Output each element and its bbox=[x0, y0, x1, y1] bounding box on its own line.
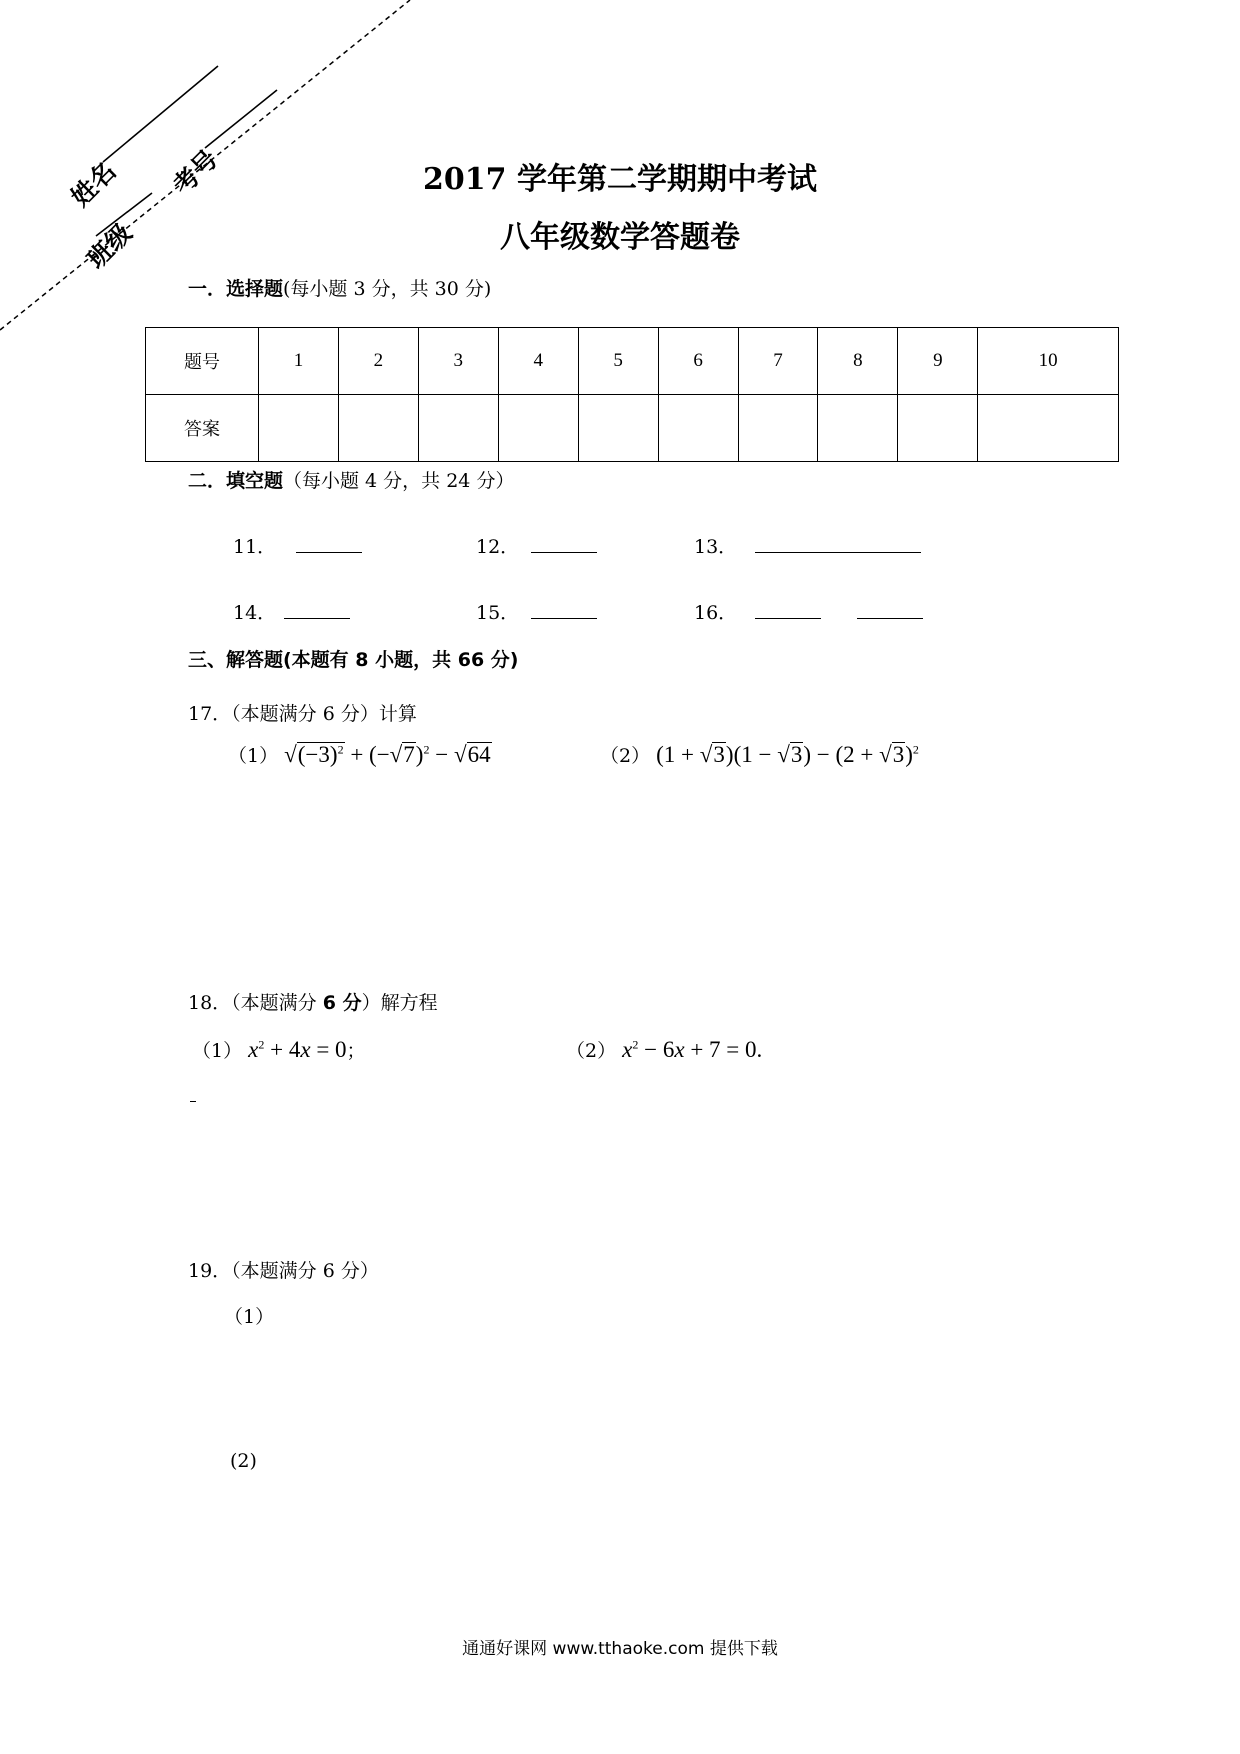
table-cell: 2 bbox=[338, 328, 418, 395]
exam-title: 2017 学年第二学期期中考试 bbox=[423, 162, 817, 197]
table-cell: 6 bbox=[658, 328, 738, 395]
q18-part1-equation: $x^2 + 4x = 0$ bbox=[248, 1037, 347, 1062]
section2-heading bbox=[188, 466, 514, 493]
item-number: 14． bbox=[233, 602, 277, 624]
q18-part2-equation: $x^2 - 6x + 7 = 0$ bbox=[622, 1037, 757, 1062]
table-header-number: 题号 bbox=[146, 328, 259, 395]
id-label: 考号 bbox=[167, 144, 224, 201]
part-label: （1） bbox=[192, 1040, 243, 1062]
table-cell: 8 bbox=[818, 328, 898, 395]
answer-blank[interactable] bbox=[857, 598, 923, 619]
q17-part1-expression: $√(-3)^2 + (-√7)^2 - √64$ bbox=[284, 742, 491, 767]
section1-title: 一．选择题 bbox=[188, 278, 284, 300]
answer-cell[interactable] bbox=[738, 395, 818, 462]
fill-item-12 bbox=[476, 532, 597, 559]
table-cell: 1 bbox=[259, 328, 339, 395]
answer-blank[interactable] bbox=[296, 532, 362, 553]
table-row bbox=[146, 328, 1119, 395]
item-number: 16． bbox=[694, 602, 738, 624]
item-number: 15． bbox=[476, 602, 520, 624]
item-number: 11． bbox=[233, 536, 277, 558]
answer-cell[interactable] bbox=[498, 395, 578, 462]
item-number: 12． bbox=[476, 536, 520, 558]
fill-item-14 bbox=[233, 598, 350, 625]
q17-part2-expression: $(1 + √3)(1 - √3) - (2 + √3)^2$ bbox=[656, 742, 919, 767]
q18-label-points: 6 分 bbox=[322, 992, 362, 1014]
answer-cell[interactable] bbox=[818, 395, 898, 462]
footer-credit: 通通好课网 www.tthaoke.com 提供下载 bbox=[462, 1639, 778, 1659]
fill-item-16 bbox=[694, 598, 923, 625]
table-cell: 5 bbox=[578, 328, 658, 395]
fill-item-15 bbox=[476, 598, 597, 625]
answer-blank[interactable] bbox=[531, 598, 597, 619]
q18-part2 bbox=[566, 1036, 762, 1063]
q18-label-prefix: 18．（本题满分 bbox=[188, 992, 317, 1014]
table-cell: 10 bbox=[978, 328, 1119, 395]
section1-note: (每小题 3 分，共 30 分) bbox=[283, 278, 492, 300]
part-tail: ； bbox=[346, 1040, 366, 1062]
choice-answer-table bbox=[145, 327, 1119, 462]
section3-title: 三、解答题(本题有 8 小题，共 66 分) bbox=[188, 649, 519, 671]
q17-part2 bbox=[600, 741, 919, 768]
answer-blank[interactable] bbox=[755, 532, 921, 553]
answer-cell[interactable] bbox=[578, 395, 658, 462]
answer-cell[interactable] bbox=[338, 395, 418, 462]
part-label: （2） bbox=[600, 745, 651, 767]
table-cell: 9 bbox=[898, 328, 978, 395]
answer-blank[interactable] bbox=[284, 598, 350, 619]
q19-part1: （1） bbox=[224, 1306, 275, 1328]
item-number: 13． bbox=[694, 536, 738, 558]
answer-cell[interactable] bbox=[978, 395, 1119, 462]
answer-blank[interactable] bbox=[755, 598, 821, 619]
stray-mark bbox=[190, 1101, 196, 1102]
fill-item-11 bbox=[233, 532, 362, 559]
answer-cell[interactable] bbox=[259, 395, 339, 462]
q17-label: 17．（本题满分 6 分）计算 bbox=[188, 703, 417, 725]
part-label: （2） bbox=[566, 1040, 617, 1062]
name-label: 姓名 bbox=[65, 156, 122, 213]
q19-label: 19．（本题满分 6 分） bbox=[188, 1260, 379, 1282]
answer-cell[interactable] bbox=[658, 395, 738, 462]
answer-cell[interactable] bbox=[418, 395, 498, 462]
fill-item-13 bbox=[694, 532, 921, 559]
table-cell: 4 bbox=[498, 328, 578, 395]
table-cell: 3 bbox=[418, 328, 498, 395]
table-row bbox=[146, 395, 1119, 462]
q18-label bbox=[188, 988, 438, 1015]
q18-part1 bbox=[192, 1036, 366, 1063]
class-label: 班级 bbox=[81, 218, 138, 275]
section2-title: 二．填空题 bbox=[188, 470, 284, 492]
answer-blank[interactable] bbox=[531, 532, 597, 553]
part-label: （1） bbox=[228, 745, 279, 767]
section3-heading bbox=[188, 645, 519, 672]
part-tail: . bbox=[756, 1037, 763, 1062]
answer-cell[interactable] bbox=[898, 395, 978, 462]
table-cell: 7 bbox=[738, 328, 818, 395]
section1-heading bbox=[188, 274, 491, 301]
q18-label-suffix: ）解方程 bbox=[361, 992, 438, 1014]
section2-note: （每小题 4 分，共 24 分） bbox=[283, 470, 515, 492]
q17-part1 bbox=[228, 741, 492, 768]
exam-subtitle: 八年级数学答题卷 bbox=[500, 220, 740, 255]
q19-part2: (2) bbox=[230, 1450, 257, 1472]
table-header-answer: 答案 bbox=[146, 395, 259, 462]
